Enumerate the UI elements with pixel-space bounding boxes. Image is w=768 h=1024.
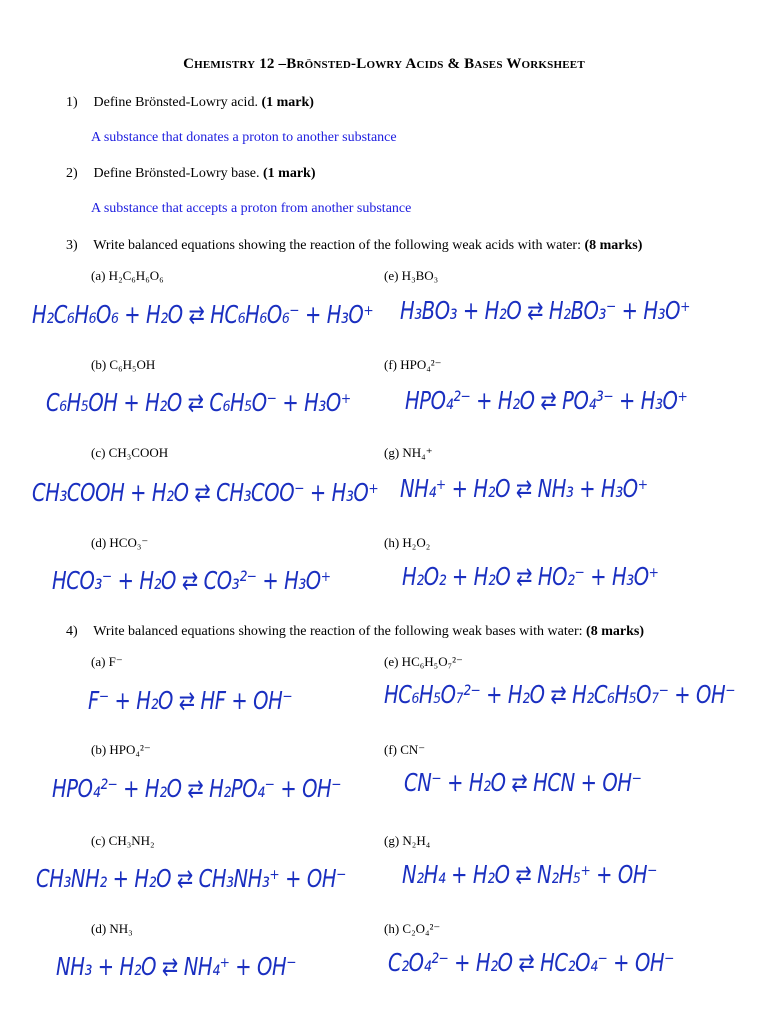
acid-label-d: (d) HCO₃⁻ — [91, 535, 149, 550]
base-equation-d: NH₃ + H₂O ⇄ NH₄⁺ + OH⁻ — [56, 952, 297, 981]
acid-equation-h: H₂O₂ + H₂O ⇄ HO₂⁻ + H₃O⁺ — [402, 562, 659, 591]
question-2 — [66, 166, 316, 182]
acid-label-f: (f) HPO₄²⁻ — [384, 357, 442, 372]
base-label-e: (e) HC₆H₅O₇²⁻ — [384, 654, 463, 669]
base-label-a: (a) F⁻ — [91, 654, 123, 669]
question-text: Define Brönsted-Lowry acid. — [93, 95, 258, 110]
acid-label-h: (h) H₂O₂ — [384, 535, 431, 550]
question-number: 2) — [66, 166, 78, 181]
base-equation-h: C₂O₄²⁻ + H₂O ⇄ HC₂O₄⁻ + OH⁻ — [388, 948, 675, 977]
acid-equation-b: C₆H₅OH + H₂O ⇄ C₆H₅O⁻ + H₃O⁺ — [46, 388, 351, 417]
question-marks: (8 marks) — [584, 238, 643, 253]
base-label-g: (g) N₂H₄ — [384, 833, 431, 848]
acid-equation-d: HCO₃⁻ + H₂O ⇄ CO₃²⁻ + H₃O⁺ — [52, 566, 331, 595]
acid-equation-e: H₃BO₃ + H₂O ⇄ H₂BO₃⁻ + H₃O⁺ — [400, 296, 690, 325]
acid-label-g: (g) NH₄⁺ — [384, 445, 433, 460]
question-1 — [66, 95, 314, 111]
acid-equation-c: CH₃COOH + H₂O ⇄ CH₃COO⁻ + H₃O⁺ — [32, 478, 379, 507]
acid-label-e: (e) H₃BO₃ — [384, 268, 439, 283]
page-title: Chemistry 12 –Brönsted-Lowry Acids & Bases Worksheet — [183, 56, 585, 72]
question-marks: (1 mark) — [263, 166, 316, 181]
acid-label-c: (c) CH₃COOH — [91, 445, 169, 460]
base-label-f: (f) CN⁻ — [384, 742, 426, 757]
base-equation-a: F⁻ + H₂O ⇄ HF + OH⁻ — [88, 686, 293, 715]
base-label-b: (b) HPO₄²⁻ — [91, 742, 151, 757]
base-label-h: (h) C₂O₄²⁻ — [384, 921, 441, 936]
answer-1: A substance that donates a proton to another substance — [91, 130, 397, 145]
question-number: 3) — [66, 238, 78, 253]
base-equation-b: HPO₄²⁻ + H₂O ⇄ H₂PO₄⁻ + OH⁻ — [52, 774, 342, 803]
base-equation-e: HC₆H₅O₇²⁻ + H₂O ⇄ H₂C₆H₅O₇⁻ + OH⁻ — [384, 680, 736, 709]
acid-equation-g: NH₄⁺ + H₂O ⇄ NH₃ + H₃O⁺ — [400, 474, 648, 503]
question-marks: (8 marks) — [586, 624, 644, 639]
question-3 — [66, 238, 642, 254]
question-4 — [66, 624, 644, 640]
acid-equation-f: HPO₄²⁻ + H₂O ⇄ PO₄³⁻ + H₃O⁺ — [405, 386, 688, 415]
question-text: Write balanced equations showing the reaction of the following weak bases with water: — [93, 624, 583, 639]
acid-label-a: (a) H₂C₆H₆O₆ — [91, 268, 164, 283]
base-equation-g: N₂H₄ + H₂O ⇄ N₂H₅⁺ + OH⁻ — [402, 860, 658, 889]
base-label-c: (c) CH₃NH₂ — [91, 833, 155, 848]
acid-label-b: (b) C₆H₅OH — [91, 357, 156, 372]
question-number: 4) — [66, 624, 78, 639]
base-equation-c: CH₃NH₂ + H₂O ⇄ CH₃NH₃⁺ + OH⁻ — [36, 864, 347, 893]
base-equation-f: CN⁻ + H₂O ⇄ HCN + OH⁻ — [404, 768, 642, 797]
question-text: Define Brönsted-Lowry base. — [93, 166, 260, 181]
base-label-d: (d) NH₃ — [91, 921, 133, 936]
question-marks: (1 mark) — [261, 95, 314, 110]
question-text: Write balanced equations showing the reaction of the following weak acids with water: — [93, 238, 581, 253]
acid-equation-a: H₂C₆H₆O₆ + H₂O ⇄ HC₆H₆O₆⁻ + H₃O⁺ — [32, 300, 374, 329]
question-number: 1) — [66, 95, 78, 110]
answer-2: A substance that accepts a proton from another substance — [91, 201, 412, 216]
